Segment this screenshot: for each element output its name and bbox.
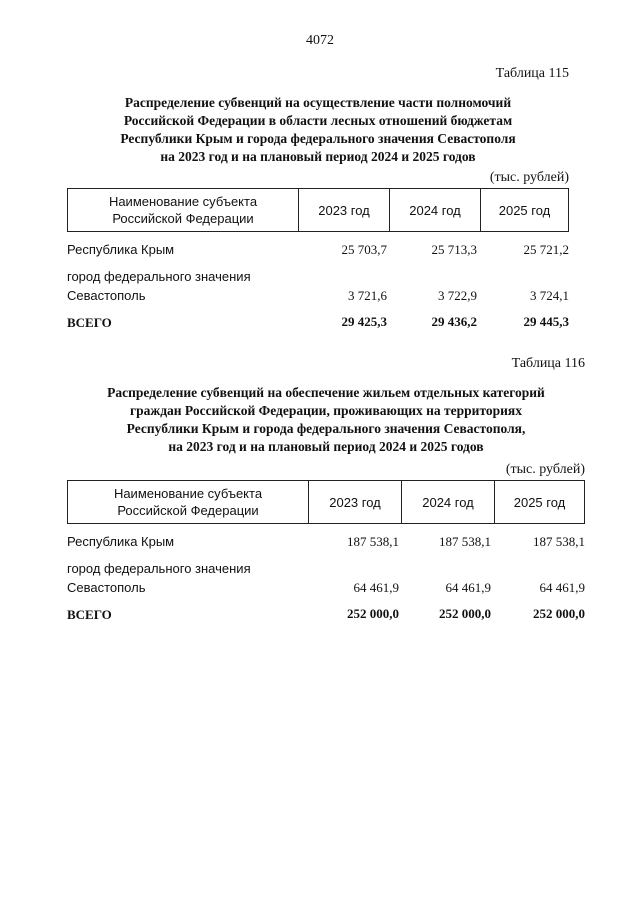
row-name	[67, 559, 307, 597]
title-line: Российской Федерации в области лесных отношений бюджетам	[123, 113, 513, 128]
header-subject-line: Российской Федерации	[117, 503, 259, 518]
header-subject-line: Наименование субъекта	[113, 486, 263, 501]
row-name-line: Севастополь	[67, 288, 146, 303]
table-115-block	[67, 66, 569, 335]
title-line: Распределение субвенций на обеспечение жильем отдельных категорий	[107, 385, 545, 400]
total-label: ВСЕГО	[67, 606, 112, 622]
total-row	[67, 309, 569, 335]
total-2024: 29 436,2	[431, 314, 477, 329]
cell-2023: 64 461,9	[353, 580, 399, 595]
units-label: (тыс. рублей)	[489, 170, 569, 185]
total-2024: 252 000,0	[439, 606, 491, 621]
table-label: Таблица 116	[511, 356, 585, 371]
cell-2025: 187 538,1	[533, 533, 585, 549]
header-year-2025: 2025 год	[480, 189, 568, 231]
header-subject-line: Российской Федерации	[112, 211, 254, 226]
row-name-line: Севастополь	[67, 580, 146, 595]
row-name	[67, 240, 297, 259]
header-year-2024: 2024 год	[401, 481, 494, 523]
table-row	[67, 559, 585, 597]
row-name-line: город федерального значения	[67, 561, 251, 576]
row-name	[67, 532, 307, 551]
table-row	[67, 267, 569, 305]
cell-2024: 187 538,1	[439, 533, 491, 549]
row-name-line: город федерального значения	[67, 269, 251, 284]
table-116-block	[67, 356, 585, 627]
cell-2024: 64 461,9	[445, 580, 491, 595]
table-label: Таблица 115	[495, 66, 569, 81]
header-year-2023: 2023 год	[298, 189, 389, 231]
table-header	[67, 188, 569, 232]
total-2025: 29 445,3	[523, 314, 569, 329]
header-subject-name	[68, 481, 308, 523]
cell-2023: 187 538,1	[347, 533, 399, 549]
total-label: ВСЕГО	[67, 314, 112, 330]
header-subject-name	[68, 189, 298, 231]
title-line: граждан Российской Федерации, проживающих на территориях	[130, 403, 522, 418]
row-name-line: Республика Крым	[67, 242, 175, 257]
total-2023: 252 000,0	[347, 606, 399, 621]
header-subject-line: Наименование субъекта	[108, 194, 258, 209]
header-year-2024: 2024 год	[389, 189, 480, 231]
table-header	[67, 480, 585, 524]
table-row	[67, 236, 569, 263]
cell-2024: 25 713,3	[431, 241, 477, 257]
total-row	[67, 601, 585, 627]
cell-2025: 3 724,1	[530, 288, 569, 303]
table-title	[67, 384, 585, 456]
title-line: Распределение субвенций на осуществление части полномочий	[124, 95, 512, 110]
header-year-2025: 2025 год	[494, 481, 584, 523]
table-row	[67, 528, 585, 555]
cell-2025: 64 461,9	[539, 580, 585, 595]
row-name-line: Республика Крым	[67, 534, 175, 549]
cell-2024: 3 722,9	[438, 288, 477, 303]
title-line: Республики Крым и города федерального значения Севастополя,	[126, 421, 526, 436]
cell-2025: 25 721,2	[523, 241, 569, 257]
cell-2023: 3 721,6	[348, 288, 387, 303]
row-name	[67, 267, 297, 305]
title-line: на 2023 год и на плановый период 2024 и 2025 годов	[168, 439, 484, 454]
header-year-2023: 2023 год	[308, 481, 401, 523]
total-2025: 252 000,0	[533, 606, 585, 621]
total-2023: 29 425,3	[341, 314, 387, 329]
page-number: 4072	[306, 33, 334, 48]
title-line: Республики Крым и города федерального значения Севастополя	[120, 131, 516, 146]
table-title	[67, 94, 569, 166]
cell-2023: 25 703,7	[341, 241, 387, 257]
units-label: (тыс. рублей)	[505, 462, 585, 477]
title-line: на 2023 год и на плановый период 2024 и 2025 годов	[160, 149, 476, 164]
